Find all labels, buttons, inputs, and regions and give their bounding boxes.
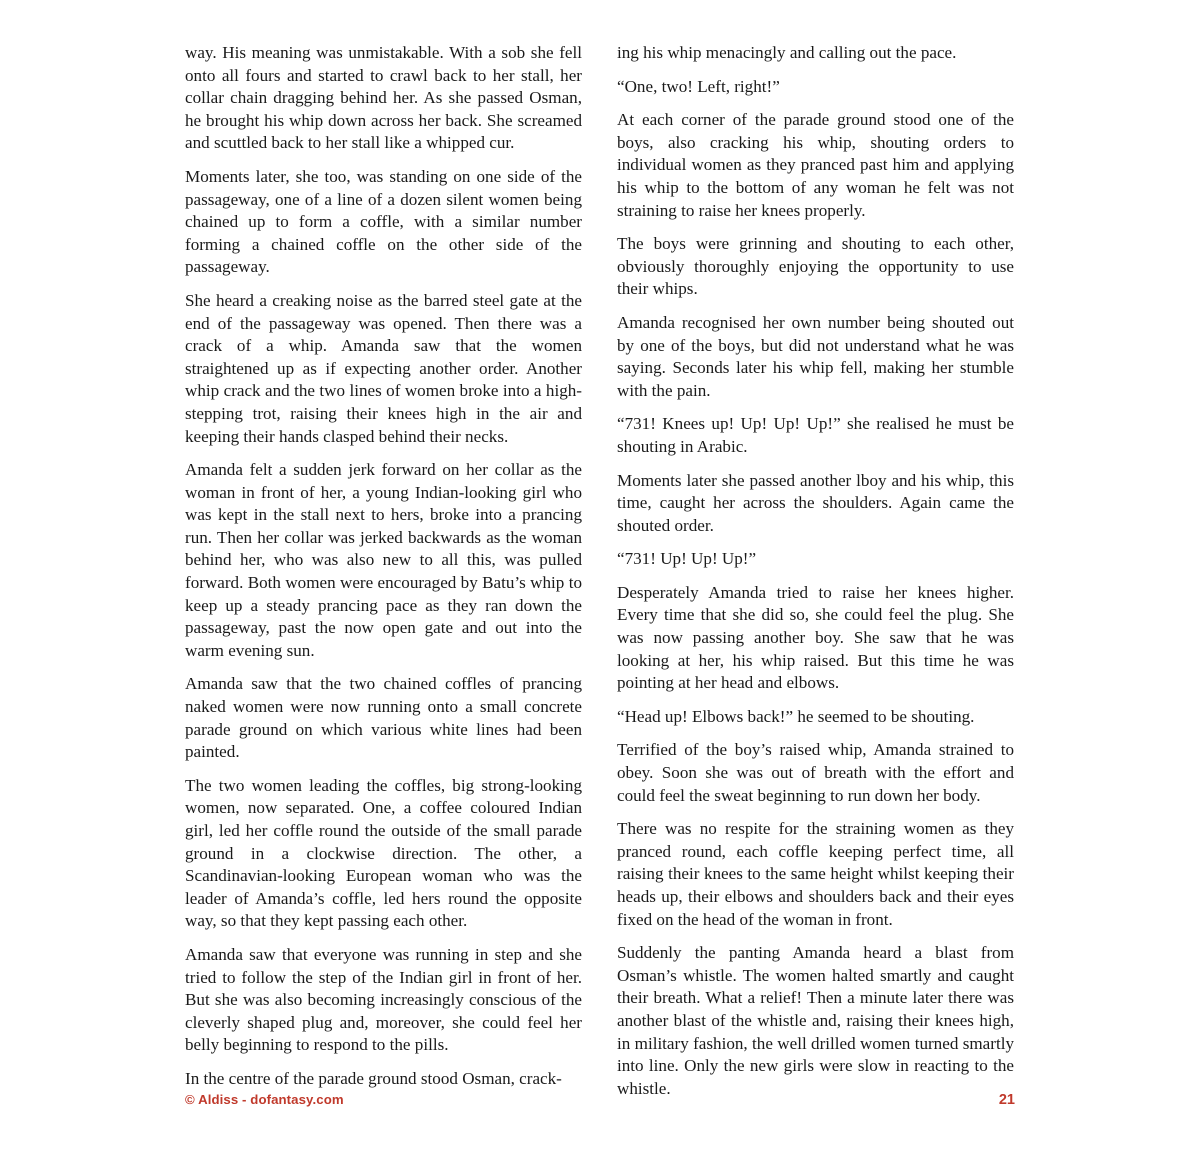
paragraph: At each corner of the parade ground stood one of the boys, also cracking his whip, shouting orders to individual women as they pranced past him and applying his whip to the bottom of any woman he felt was not straining to raise her knees properly. [617,110,1014,220]
page-number: 21 [998,1092,1015,1108]
paragraph: In the centre of the parade ground stood Osman, crack- [185,1068,562,1088]
page-footer [185,1092,1015,1108]
paragraph: “One, two! Left, right!” [617,76,780,96]
paragraph: The boys were grinning and shouting to each other, obviously thoroughly enjoying the opportunity to use their whips. [617,234,1014,299]
paragraph: way. His meaning was unmistakable. With a sob she fell onto all fours and started to crawl back to her stall, her collar chain dragging behind her. As she passed Osman, he brought his whip down across her back. She screamed and scuttled back to her stall like a whipped cur. [185,43,582,153]
paragraph: She heard a creaking noise as the barred steel gate at the end of the passageway was opened. Then there was a crack of a whip. Amanda saw that the women straightened up as if expecting another order. Another whip crack and the two lines of women broke into a high-stepping trot, raising their knees high in the air and keeping their hands clasped behind their necks. [185,290,582,446]
paragraph: ing his whip menacingly and calling out the pace. [617,43,957,62]
paragraph: Moments later, she too, was standing on one side of the passageway, one of a line of a dozen silent women being chained up to form a coffle, with a similar number forming a chained coffle on the other side of the passageway. [185,166,582,277]
copyright-notice: © Aldiss - dofantasy.com [185,1092,344,1107]
paragraph: “Head up! Elbows back!” he seemed to be shouting. [617,706,975,726]
right-text-column [617,42,1014,1098]
paragraph: The two women leading the coffles, big strong-looking women, now separated. One, a coffee coloured Indian girl, led her coffle round the outside of the small parade ground in a clockwise direction. The other, a Scandinavian-looking European woman who was the leader of Amanda’s coffle, led hers round the opposite way, so that they kept passing each other. [185,775,582,931]
page-columns [185,42,1015,1098]
paragraph: Terrified of the boy’s raised whip, Amanda strained to obey. Soon she was out of breath with the effort and could feel the sweat beginning to run down her body. [617,740,1014,805]
paragraph: Suddenly the panting Amanda heard a blast from Osman’s whistle. The women halted smartly and caught their breath. What a relief! Then a minute later there was another blast of the whistle and, raising their knees high, in military fashion, the well drilled women turned smartly into line. Only the new girls were slow in reacting to the whistle. [617,943,1014,1098]
paragraph: Moments later she passed another lboy and his whip, this time, caught her across the shoulders. Again came the shouted order. [617,470,1014,535]
paragraph: “731! Up! Up! Up!” [617,549,757,569]
paragraph: Amanda felt a sudden jerk forward on her collar as the woman in front of her, a young Indian-looking girl who was kept in the stall next to hers, broke into a prancing run. Then her collar was jerked backwards as the woman behind her, who was also new to all this, was pulled forward. Both women were encouraged by Batu’s whip to keep up a steady prancing pace as they ran down the passageway, past the now open gate and out into the warm evening sun. [185,460,582,660]
left-text-column [185,42,582,1088]
paragraph: There was no respite for the straining women as they pranced round, each coffle keeping perfect time, all raising their knees to the same height whilst keeping their heads up, their elbows and shoulders back and their eyes fixed on the head of the woman in front. [617,819,1014,929]
paragraph: Desperately Amanda tried to raise her knees higher. Every time that she did so, she could feel the plug. She was now passing another boy. She saw that he was looking at her, his whip raised. But this time he was pointing at her head and elbows. [617,582,1014,693]
paragraph: “731! Knees up! Up! Up! Up!” she realised he must be shouting in Arabic. [617,414,1014,456]
paragraph: Amanda recognised her own number being shouted out by one of the boys, but did not understand what he was saying. Seconds later his whip fell, making her stumble with the pain. [617,312,1014,400]
paragraph: Amanda saw that the two chained coffles of prancing naked women were now running onto a small concrete parade ground on which various white lines had been painted. [185,674,582,762]
paragraph: Amanda saw that everyone was running in step and she tried to follow the step of the Indian girl in front of her. But she was also becoming increasingly conscious of the cleverly shaped plug and, moreover, she could feel her belly beginning to respond to the pills. [185,944,582,1055]
